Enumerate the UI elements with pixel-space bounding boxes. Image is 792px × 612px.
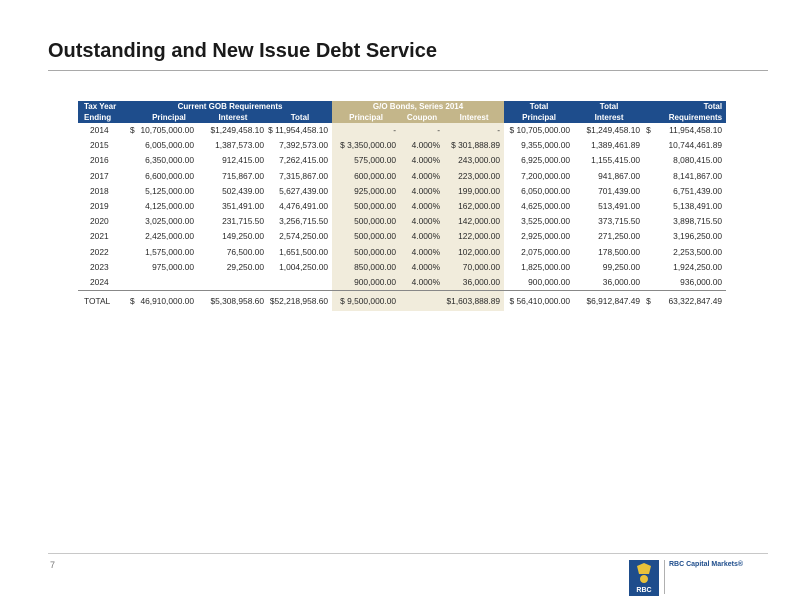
debt-service-table [78, 101, 726, 311]
total-interest-cell: 271,250.00 [598, 231, 641, 242]
bond-interest-cell: 36,000.00 [444, 275, 504, 291]
year-cell: 2020 [90, 216, 109, 227]
bond-interest-cell: 223,000.00 [444, 169, 504, 184]
gob-principal-cell: 1,575,000.00 [145, 246, 194, 257]
gob-total-cell: 7,315,867.00 [279, 170, 329, 181]
year-cell: 2022 [90, 246, 109, 257]
table-row [78, 214, 726, 229]
tax-year-header: Tax Year [78, 101, 128, 112]
year-cell: 2024 [90, 277, 109, 288]
table-row [78, 169, 726, 184]
rbc-logo-icon [629, 560, 659, 596]
gob-interest-header: Interest [198, 112, 268, 123]
brand-name: RBC Capital Markets® [669, 561, 744, 568]
bond-coupon-header: Coupon [400, 112, 444, 123]
total-interest-cell: 99,250.00 [602, 261, 641, 272]
total-interest-cell: 513,491.00 [598, 201, 641, 212]
currency-cell [128, 184, 140, 199]
total-currency-cell: $ [644, 291, 656, 312]
total-principal-cell: 6,925,000.00 [521, 155, 571, 166]
total-currency-cell: $ [128, 291, 140, 312]
bond-coupon-cell: 4.000% [400, 169, 444, 184]
currency-cell: $ [646, 125, 651, 135]
total-requirements-header: Requirements [644, 112, 726, 123]
year-cell: 2018 [90, 185, 109, 196]
total-principal-cell: 3,525,000.00 [521, 216, 571, 227]
bond-principal-cell: 500,000.00 [332, 229, 400, 244]
gob-principal-cell: 975,000.00 [152, 261, 194, 272]
column-header-row [78, 112, 726, 123]
currency-cell [644, 199, 656, 214]
bond-interest-cell: 142,000.00 [444, 214, 504, 229]
total-requirements-cell: 5,138,491.00 [673, 201, 723, 212]
gob-principal-cell: 5,125,000.00 [145, 185, 194, 196]
gob-interest-cell [198, 275, 268, 291]
bond-interest-cell: 122,000.00 [444, 229, 504, 244]
total-gob-total-cell: $52,218,958.60 [268, 291, 332, 312]
total-gob-principal-cell: 46,910,000.00 [140, 291, 198, 312]
gob-interest-cell: 912,415.00 [222, 155, 264, 166]
total-interest-group-header: Total [574, 101, 644, 112]
bond-interest-cell: 102,000.00 [444, 245, 504, 260]
total-bond-interest-cell: $1,603,888.89 [444, 291, 504, 312]
total-interest-cell: 373,715.50 [598, 216, 641, 227]
gob-principal-cell: 10,705,000.00 [140, 125, 194, 135]
gob-principal-cell [140, 275, 198, 291]
bond-interest-header: Interest [444, 112, 504, 123]
gob-interest-cell: 76,500.00 [226, 246, 264, 257]
currency-cell: $ [130, 125, 135, 135]
bond-coupon-cell: 4.000% [400, 199, 444, 214]
total-requirements-cell: 3,898,715.50 [673, 216, 723, 227]
table-body [78, 123, 726, 311]
table-row [78, 245, 726, 260]
bond-principal-cell: $ 3,350,000.00 [332, 138, 400, 153]
currency-cell [128, 153, 140, 168]
total-interest-cell: 178,500.00 [598, 246, 641, 257]
gob-interest-cell: 1,387,573.00 [215, 140, 264, 151]
gob-total-cell: $ 11,954,458.10 [268, 125, 329, 135]
title-divider [48, 70, 768, 71]
year-cell: 2019 [90, 201, 109, 212]
page-number: 7 [50, 560, 56, 570]
currency-cell [644, 138, 656, 153]
gob-total-cell [268, 275, 332, 291]
total-requirements-cell: 2,253,500.00 [673, 246, 723, 257]
currency-cell [128, 245, 140, 260]
page-title: Outstanding and New Issue Debt Service [48, 40, 437, 62]
total-requirements-cell: 3,196,250.00 [673, 231, 723, 242]
bond-principal-cell: 600,000.00 [332, 169, 400, 184]
table-row [78, 123, 726, 138]
footer-divider [48, 553, 768, 554]
total-principal-cell: 2,075,000.00 [521, 246, 571, 257]
total-interest-cell: 701,439.00 [598, 185, 641, 196]
total-principal-cell: 900,000.00 [528, 277, 571, 288]
table-row [78, 184, 726, 199]
bond-coupon-cell: 4.000% [400, 229, 444, 244]
logo-divider [664, 560, 665, 594]
blank-header [128, 112, 140, 123]
gob-total-cell: 7,262,415.00 [279, 155, 329, 166]
total-principal-header: Principal [504, 112, 574, 123]
table-row [78, 199, 726, 214]
currency-cell [128, 229, 140, 244]
currency-cell [644, 214, 656, 229]
currency-cell [128, 275, 140, 291]
total-requirements-cell: 1,924,250.00 [673, 261, 723, 272]
bond-coupon-cell: 4.000% [400, 153, 444, 168]
debt-service-table-container [78, 101, 726, 311]
gob-interest-cell: $1,249,458.10 [210, 125, 264, 135]
gob-interest-cell: 149,250.00 [222, 231, 264, 242]
gob-total-cell: 2,574,250.00 [279, 231, 329, 242]
total-requirements-cell: 936,000.00 [680, 277, 723, 288]
gob-principal-cell: 2,425,000.00 [145, 231, 194, 242]
table-row [78, 260, 726, 275]
total-requirements-cell: 10,744,461.89 [668, 140, 723, 151]
bond-interest-cell: 243,000.00 [444, 153, 504, 168]
year-cell: 2015 [90, 140, 109, 151]
gob-total-cell: 5,627,439.00 [279, 185, 329, 196]
total-interest-cell: 1,155,415.00 [591, 155, 641, 166]
gob-total-cell: 4,476,491.00 [279, 201, 329, 212]
table-row [78, 275, 726, 291]
gob-total-header: Total [268, 112, 332, 123]
table-row [78, 138, 726, 153]
gob-principal-cell: 4,125,000.00 [145, 201, 194, 212]
currency-cell [128, 214, 140, 229]
year-cell: 2014 [90, 125, 109, 135]
gob-total-cell: 3,256,715.50 [279, 216, 329, 227]
bond-coupon-cell: 4.000% [400, 260, 444, 275]
bond-principal-cell: 900,000.00 [332, 275, 400, 291]
bond-group-header: G/O Bonds, Series 2014 [332, 101, 504, 112]
total-total-requirements-cell: 63,322,847.49 [656, 291, 726, 312]
currency-cell [644, 184, 656, 199]
logo-text: RBC [636, 587, 652, 594]
total-principal-group-header: Total [504, 101, 574, 112]
currency-cell [644, 153, 656, 168]
total-requirements-cell: 8,080,415.00 [673, 155, 723, 166]
bond-principal-cell: 850,000.00 [332, 260, 400, 275]
currency-cell [644, 260, 656, 275]
total-bond-coupon-cell [400, 291, 444, 312]
ending-header: Ending [78, 112, 128, 123]
year-cell: 2023 [90, 261, 109, 272]
bond-interest-cell: 70,000.00 [444, 260, 504, 275]
bond-principal-cell: 500,000.00 [332, 245, 400, 260]
total-principal-cell: 4,625,000.00 [521, 201, 571, 212]
gob-total-cell: 1,004,250.00 [279, 261, 329, 272]
bond-principal-cell: 500,000.00 [332, 214, 400, 229]
group-header-row [78, 101, 726, 112]
currency-cell [644, 245, 656, 260]
gob-total-cell: 7,392,573.00 [279, 140, 329, 151]
gob-interest-cell: 29,250.00 [226, 261, 264, 272]
currency-cell [644, 169, 656, 184]
table-row [78, 229, 726, 244]
total-principal-cell: 6,050,000.00 [521, 185, 571, 196]
currency-cell [644, 229, 656, 244]
total-total-interest-cell: $6,912,847.49 [574, 291, 644, 312]
bond-coupon-cell: 4.000% [400, 138, 444, 153]
total-requirements-cell: 11,954,458.10 [669, 125, 723, 135]
gob-principal-cell: 6,600,000.00 [145, 170, 194, 181]
total-interest-header: Interest [574, 112, 644, 123]
bond-interest-cell: 162,000.00 [444, 199, 504, 214]
total-requirements-cell: 8,141,867.00 [673, 170, 723, 181]
bond-principal-cell: 925,000.00 [332, 184, 400, 199]
total-gob-interest-cell: $5,308,958.60 [198, 291, 268, 312]
bond-interest-cell: - [444, 123, 504, 138]
bond-coupon-cell: 4.000% [400, 275, 444, 291]
total-interest-cell: 1,389,461.89 [591, 140, 641, 151]
total-principal-cell: $ 10,705,000.00 [509, 125, 571, 135]
bond-interest-cell: 199,000.00 [444, 184, 504, 199]
gob-interest-cell: 351,491.00 [222, 201, 264, 212]
total-interest-cell: $1,249,458.10 [586, 125, 641, 135]
bond-principal-cell: 500,000.00 [332, 199, 400, 214]
currency-cell [644, 275, 656, 291]
gob-interest-cell: 715,867.00 [222, 170, 264, 181]
currency-cell [128, 260, 140, 275]
total-principal-cell: 7,200,000.00 [521, 170, 571, 181]
bond-principal-header: Principal [332, 112, 400, 123]
gob-interest-cell: 231,715.50 [222, 216, 264, 227]
gob-principal-cell: 3,025,000.00 [145, 216, 194, 227]
gob-principal-cell: 6,005,000.00 [145, 140, 194, 151]
bond-principal-cell: 575,000.00 [332, 153, 400, 168]
total-total-principal-cell: $ 56,410,000.00 [504, 291, 574, 312]
currency-cell [128, 169, 140, 184]
currency-cell [128, 199, 140, 214]
bond-coupon-cell: 4.000% [400, 214, 444, 229]
gob-group-header: Current GOB Requirements [128, 101, 332, 112]
total-row [78, 291, 726, 312]
bond-interest-cell: $ 301,888.89 [444, 138, 504, 153]
total-principal-cell: 2,925,000.00 [521, 231, 571, 242]
bond-coupon-cell: - [400, 123, 444, 138]
total-principal-cell: 1,825,000.00 [521, 261, 571, 272]
gob-principal-cell: 6,350,000.00 [145, 155, 194, 166]
year-cell: 2016 [90, 155, 109, 166]
bond-principal-cell: - [332, 123, 400, 138]
gob-principal-header: Principal [140, 112, 198, 123]
total-interest-cell: 941,867.00 [598, 170, 641, 181]
total-requirements-cell: 6,751,439.00 [673, 185, 723, 196]
bond-coupon-cell: 4.000% [400, 184, 444, 199]
total-year-cell: TOTAL [78, 291, 128, 312]
total-bond-principal-cell: $ 9,500,000.00 [332, 291, 400, 312]
gob-total-cell: 1,651,500.00 [279, 246, 329, 257]
gob-interest-cell: 502,439.00 [222, 185, 264, 196]
total-principal-cell: 9,355,000.00 [521, 140, 571, 151]
bond-coupon-cell: 4.000% [400, 245, 444, 260]
year-cell: 2017 [90, 170, 109, 181]
year-cell: 2021 [90, 231, 109, 242]
table-row [78, 153, 726, 168]
total-requirements-group-header: Total [644, 101, 726, 112]
currency-cell [128, 138, 140, 153]
total-interest-cell: 36,000.00 [602, 277, 641, 288]
